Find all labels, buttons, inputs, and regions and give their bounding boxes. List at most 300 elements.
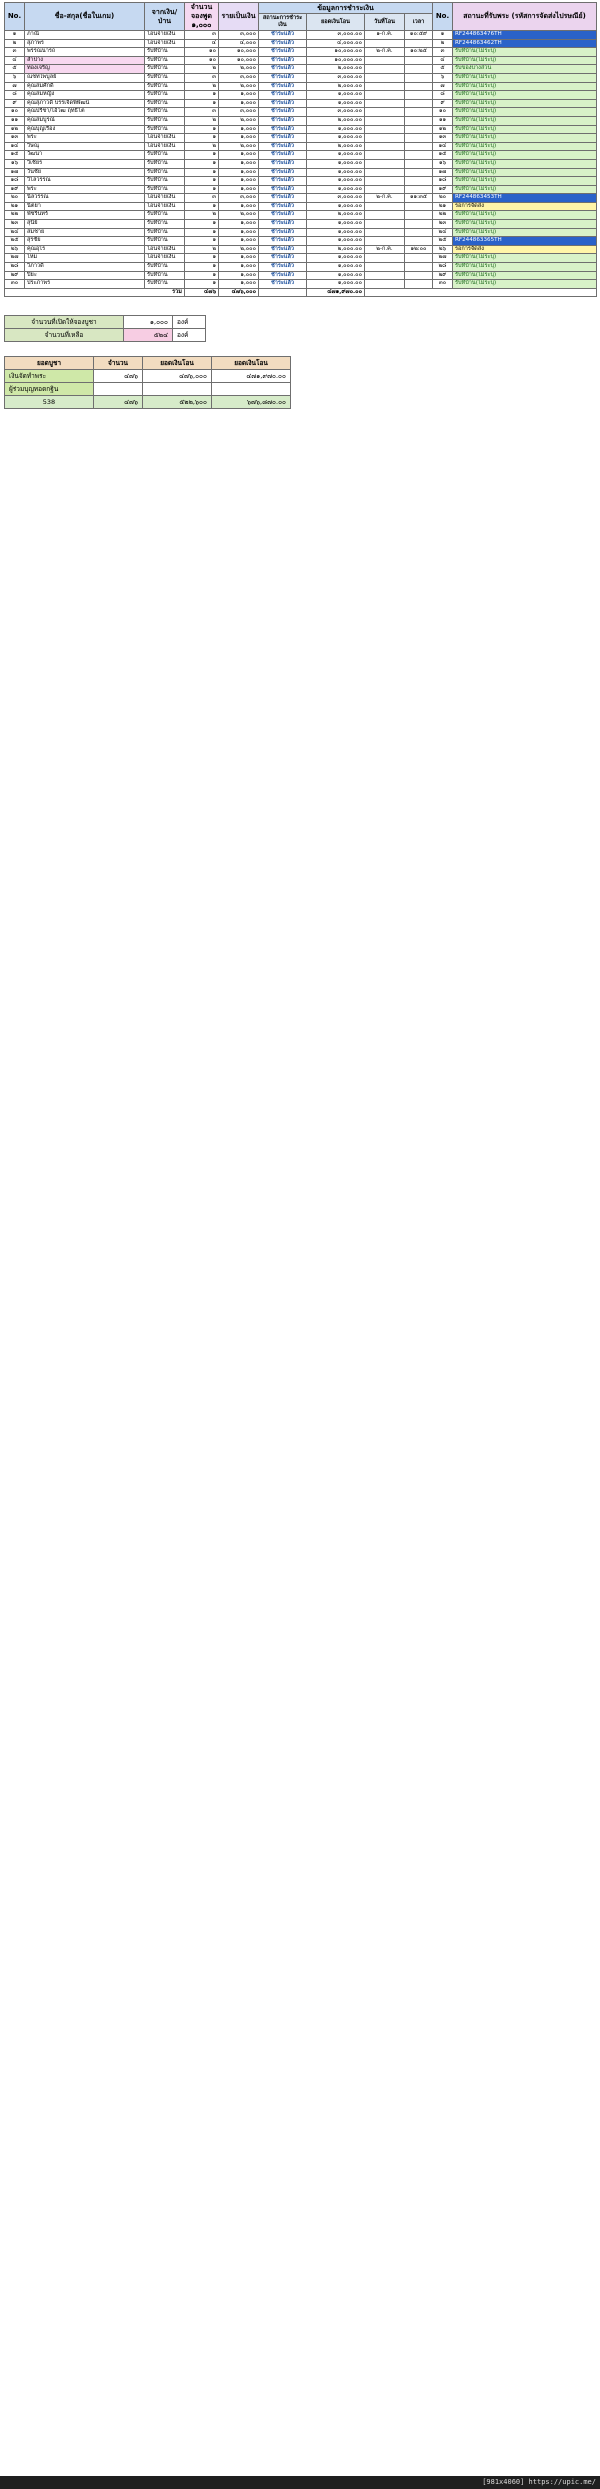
row-no: ๒ (5, 39, 25, 48)
row-status: ชำระแล้ว (259, 108, 307, 117)
row-tribe: รับที่บ้าน (145, 185, 185, 194)
row-delivery: รับที่บ้าน(ไม่ระบุ) (453, 263, 597, 272)
row-name: สุรชัย (25, 237, 145, 246)
row-no: ๑๓ (5, 134, 25, 143)
table-row (5, 177, 597, 186)
table-row (5, 228, 597, 237)
row-tribe: รับที่บ้าน (145, 116, 185, 125)
row-date (365, 271, 405, 280)
row-time (405, 82, 433, 91)
row-date (365, 82, 405, 91)
table-row (5, 99, 597, 108)
summary-cell (143, 383, 212, 396)
row-name: คุณอุไร (25, 245, 145, 254)
row-qty: ๑ (185, 99, 219, 108)
row-delivery: รับที่บ้าน(ไม่ระบุ) (453, 108, 597, 117)
row-tribe: โอนจ่ายเงิน (145, 245, 185, 254)
row-no-right: ๗ (433, 82, 453, 91)
row-tribe: รับที่บ้าน (145, 263, 185, 272)
summary-col-0: ยอดบูชา (5, 357, 94, 370)
row-date (365, 220, 405, 229)
row-tribe: รับที่บ้าน (145, 177, 185, 186)
col-amount: ยอดเงินโอน (307, 14, 365, 31)
row-amount: ๑๐,๐๐๐.๐๐ (307, 56, 365, 65)
row-time (405, 168, 433, 177)
row-status: ชำระแล้ว (259, 280, 307, 289)
row-tribe: รับที่บ้าน (145, 151, 185, 160)
row-money: ๑๐,๐๐๐ (219, 48, 259, 57)
row-delivery: รอการจัดส่ง (453, 245, 597, 254)
row-date (365, 65, 405, 74)
row-money: ๒,๐๐๐ (219, 65, 259, 74)
row-status: ชำระแล้ว (259, 39, 307, 48)
row-time (405, 39, 433, 48)
row-time (405, 134, 433, 143)
row-delivery: RF244863453TH (453, 194, 597, 203)
row-name: วิษณุ (25, 142, 145, 151)
table-row (5, 65, 597, 74)
row-delivery: รับที่บ้าน(ไม่ระบุ) (453, 91, 597, 100)
row-time: ๑๒:๐๐ (405, 245, 433, 254)
row-status: ชำระแล้ว (259, 220, 307, 229)
row-qty: ๓ (185, 31, 219, 40)
row-no: ๒๘ (5, 263, 25, 272)
summary-cell: ๔๗๖,๐๐๐ (143, 370, 212, 383)
summary-cell: ๖๗๖,๘๗๐.๐๐ (212, 396, 291, 409)
row-no-right: ๑๐ (433, 108, 453, 117)
table-row (5, 202, 597, 211)
row-date (365, 125, 405, 134)
row-date: ๑-ก.ค. (365, 31, 405, 40)
booking-sheet (4, 2, 596, 409)
row-status: ชำระแล้ว (259, 263, 307, 272)
row-amount: ๑,๐๐๐.๐๐ (307, 280, 365, 289)
row-qty: ๑ (185, 159, 219, 168)
row-money: ๑,๐๐๐ (219, 263, 259, 272)
row-name: ไหม (25, 254, 145, 263)
row-name: ประภาพร (25, 280, 145, 289)
row-date (365, 108, 405, 117)
row-name: วิไลวรรณ (25, 177, 145, 186)
row-delivery: รับที่บ้าน(ไม่ระบุ) (453, 99, 597, 108)
row-qty: ๑ (185, 280, 219, 289)
row-delivery: รับของบางส่วน (453, 65, 597, 74)
row-no-right: ๒๕ (433, 237, 453, 246)
row-tribe: โอนจ่ายเงิน (145, 254, 185, 263)
row-money: ๔,๐๐๐ (219, 39, 259, 48)
row-delivery: RF244863476TH (453, 31, 597, 40)
table-row (5, 108, 597, 117)
row-amount: ๑,๐๐๐.๐๐ (307, 271, 365, 280)
row-money: ๓,๐๐๐ (219, 108, 259, 117)
row-no: ๔ (5, 56, 25, 65)
row-amount: ๑,๐๐๐.๐๐ (307, 237, 365, 246)
row-money: ๑,๐๐๐ (219, 271, 259, 280)
row-time (405, 271, 433, 280)
table-row (5, 91, 597, 100)
row-money: ๑,๐๐๐ (219, 185, 259, 194)
row-date (365, 91, 405, 100)
row-qty: ๑๐ (185, 48, 219, 57)
row-delivery: รับที่บ้าน(ไม่ระบุ) (453, 125, 597, 134)
row-status: ชำระแล้ว (259, 48, 307, 57)
row-money: ๑,๐๐๐ (219, 91, 259, 100)
table-row (5, 237, 597, 246)
row-time (405, 254, 433, 263)
row-date (365, 185, 405, 194)
row-status: ชำระแล้ว (259, 116, 307, 125)
total-row (5, 288, 597, 297)
row-no: ๒๓ (5, 220, 25, 229)
row-qty: ๑ (185, 220, 219, 229)
summary-col-2: ยอดเงินโอน (143, 357, 212, 370)
row-qty: ๔ (185, 39, 219, 48)
reserve-table (4, 315, 206, 342)
col-name: ชื่อ-สกุล(ชื่อในเกม) (25, 3, 145, 31)
row-time (405, 237, 433, 246)
row-no-right: ๑๔ (433, 142, 453, 151)
row-name: ลำปาง (25, 56, 145, 65)
table-row (5, 211, 597, 220)
row-no: ๑๘ (5, 177, 25, 186)
row-no-right: ๒๗ (433, 254, 453, 263)
summary-cell: ๔๗๖ (94, 396, 143, 409)
row-qty: ๒ (185, 65, 219, 74)
row-no-right: ๔ (433, 56, 453, 65)
row-status: ชำระแล้ว (259, 91, 307, 100)
row-time (405, 220, 433, 229)
table-row (5, 159, 597, 168)
row-qty: ๑ (185, 134, 219, 143)
row-qty: ๒ (185, 116, 219, 125)
row-time: ๑๐:๒๕ (405, 48, 433, 57)
row-name: คุณปรีชา/ไอ้วฒ ฤทธิ์โต (25, 108, 145, 117)
row-delivery: รับที่บ้าน(ไม่ระบุ) (453, 159, 597, 168)
row-money: ๑,๐๐๐ (219, 254, 259, 263)
table-row (5, 220, 597, 229)
row-no: ๑๖ (5, 159, 25, 168)
summary-cell: ๔๗๖ (94, 370, 143, 383)
row-qty: ๓ (185, 108, 219, 117)
row-delivery: รับที่บ้าน(ไม่ระบุ) (453, 280, 597, 289)
watermark: [981x4060] https://upic.me/ (0, 2476, 600, 2489)
row-qty: ๑ (185, 185, 219, 194)
row-no-right: ๓ (433, 48, 453, 57)
row-money: ๑,๐๐๐ (219, 280, 259, 289)
row-time (405, 202, 433, 211)
row-name: วิภาวดี (25, 263, 145, 272)
row-status: ชำระแล้ว (259, 194, 307, 203)
row-no: ๒๒ (5, 211, 25, 220)
row-tribe: โอนจ่ายเงิน (145, 194, 185, 203)
row-money: ๑,๐๐๐ (219, 202, 259, 211)
row-time: ๑๐:๕๙ (405, 31, 433, 40)
row-tribe: รับที่บ้าน (145, 271, 185, 280)
row-time (405, 99, 433, 108)
table-row (5, 116, 597, 125)
row-tribe: รับที่บ้าน (145, 91, 185, 100)
row-amount: ๑,๐๐๐.๐๐ (307, 202, 365, 211)
row-time (405, 228, 433, 237)
total-money: ๔๗๖,๐๐๐ (219, 288, 259, 297)
row-delivery: รับที่บ้าน(ไม่ระบุ) (453, 134, 597, 143)
row-name: ปิยะ (25, 271, 145, 280)
row-time (405, 142, 433, 151)
row-date (365, 73, 405, 82)
row-date (365, 134, 405, 143)
remain-label: จำนวนที่เหลือ (5, 329, 124, 342)
table-row (5, 245, 597, 254)
row-date (365, 151, 405, 160)
row-tribe: รับที่บ้าน (145, 56, 185, 65)
row-tribe: รับที่บ้าน (145, 228, 185, 237)
row-no: ๓ (5, 48, 25, 57)
row-no: ๙ (5, 99, 25, 108)
row-no: ๒๕ (5, 237, 25, 246)
row-tribe: รับที่บ้าน (145, 125, 185, 134)
row-qty: ๑ (185, 254, 219, 263)
row-status: ชำระแล้ว (259, 151, 307, 160)
row-qty: ๓ (185, 73, 219, 82)
row-date (365, 211, 405, 220)
row-date: ๒-ก.ค. (365, 194, 405, 203)
table-row (5, 185, 597, 194)
row-delivery: รับที่บ้าน(ไม่ระบุ) (453, 185, 597, 194)
row-no-right: ๘ (433, 91, 453, 100)
row-amount: ๒,๐๐๐.๐๐ (307, 245, 365, 254)
table-row (5, 271, 597, 280)
row-no-right: ๑๕ (433, 151, 453, 160)
row-delivery: รับที่บ้าน(ไม่ระบุ) (453, 142, 597, 151)
row-status: ชำระแล้ว (259, 56, 307, 65)
row-amount: ๒,๐๐๐.๐๐ (307, 116, 365, 125)
row-no-right: ๒๒ (433, 211, 453, 220)
row-time (405, 263, 433, 272)
row-money: ๑,๐๐๐ (219, 228, 259, 237)
row-amount: ๒,๐๐๐.๐๐ (307, 82, 365, 91)
row-delivery: รับที่บ้าน(ไม่ระบุ) (453, 82, 597, 91)
row-delivery: รับที่บ้าน(ไม่ระบุ) (453, 168, 597, 177)
row-status: ชำระแล้ว (259, 177, 307, 186)
row-qty: ๑ (185, 125, 219, 134)
row-status: ชำระแล้ว (259, 99, 307, 108)
col-delivery: สถานะที่รับพระ (รหัสการจัดส่งไปรษณีย์) (453, 3, 597, 31)
row-delivery: รับที่บ้าน(ไม่ระบุ) (453, 177, 597, 186)
row-status: ชำระแล้ว (259, 271, 307, 280)
table-row (5, 73, 597, 82)
row-status: ชำระแล้ว (259, 168, 307, 177)
row-status: ชำระแล้ว (259, 237, 307, 246)
row-name: นิตยา (25, 202, 145, 211)
row-no-right: ๑๘ (433, 177, 453, 186)
row-money: ๒,๐๐๐ (219, 245, 259, 254)
row-time (405, 73, 433, 82)
row-time (405, 125, 433, 134)
col-tribe: จากเงิน/ ป่าน (145, 3, 185, 31)
row-qty: ๒ (185, 142, 219, 151)
table-row (5, 168, 597, 177)
row-time (405, 177, 433, 186)
summary-row-label: 538 (5, 396, 94, 409)
row-money: ๓,๐๐๐ (219, 73, 259, 82)
row-qty: ๒ (185, 82, 219, 91)
table-row (5, 254, 597, 263)
row-no-right: ๓๐ (433, 280, 453, 289)
row-no-right: ๖ (433, 73, 453, 82)
row-delivery: รับที่บ้าน(ไม่ระบุ) (453, 254, 597, 263)
row-no-right: ๑๒ (433, 125, 453, 134)
row-no-right: ๒๐ (433, 194, 453, 203)
row-tribe: รับที่บ้าน (145, 99, 185, 108)
row-no: ๗ (5, 82, 25, 91)
row-no-right: ๒๔ (433, 228, 453, 237)
row-status: ชำระแล้ว (259, 159, 307, 168)
summary-cell (94, 383, 143, 396)
row-money: ๑,๐๐๐ (219, 177, 259, 186)
row-no: ๑๑ (5, 116, 25, 125)
summary-col-1: จำนวน (94, 357, 143, 370)
row-time (405, 159, 433, 168)
row-money: ๑,๐๐๐ (219, 125, 259, 134)
row-status: ชำระแล้ว (259, 228, 307, 237)
row-qty: ๑ (185, 168, 219, 177)
row-amount: ๓,๐๐๐.๐๐ (307, 108, 365, 117)
row-delivery: รับที่บ้าน(ไม่ระบุ) (453, 228, 597, 237)
row-tribe: รับที่บ้าน (145, 65, 185, 74)
row-tribe: รับที่บ้าน (145, 168, 185, 177)
row-no: ๑๔ (5, 142, 25, 151)
row-name: สุภาพร (25, 39, 145, 48)
summary-section (4, 315, 596, 409)
row-tribe: รับที่บ้าน (145, 82, 185, 91)
row-date (365, 99, 405, 108)
row-no: ๕ (5, 65, 25, 74)
row-amount: ๑๐,๐๐๐.๐๐ (307, 48, 365, 57)
row-no-right: ๒๘ (433, 263, 453, 272)
row-tribe: รับที่บ้าน (145, 48, 185, 57)
row-no: ๒๐ (5, 194, 25, 203)
row-status: ชำระแล้ว (259, 73, 307, 82)
row-name: คุณสมศักดิ์ (25, 82, 145, 91)
row-money: ๒,๐๐๐ (219, 82, 259, 91)
row-no: ๒๖ (5, 245, 25, 254)
row-name: ทองเจริญ (25, 65, 145, 74)
remain-value: ๕๒๔ (124, 329, 173, 342)
row-status: ชำระแล้ว (259, 65, 307, 74)
row-delivery: รับที่บ้าน(ไม่ระบุ) (453, 220, 597, 229)
col-time: เวลา (405, 14, 433, 31)
col-payment-group: ข้อมูลการชำระเงิน (259, 3, 433, 14)
row-qty: ๑ (185, 271, 219, 280)
col-status: สถานะการชำระเงิน (259, 14, 307, 31)
row-date (365, 263, 405, 272)
row-amount: ๑,๐๐๐.๐๐ (307, 185, 365, 194)
row-money: ๓,๐๐๐ (219, 194, 259, 203)
row-name: ภาณี (25, 31, 145, 40)
row-name: วัฒนา (25, 151, 145, 160)
row-amount: ๑,๐๐๐.๐๐ (307, 99, 365, 108)
table-body (5, 31, 597, 289)
row-status: ชำระแล้ว (259, 211, 307, 220)
row-money: ๑๐,๐๐๐ (219, 56, 259, 65)
row-status: ชำระแล้ว (259, 31, 307, 40)
row-qty: ๑ (185, 202, 219, 211)
row-status: ชำระแล้ว (259, 134, 307, 143)
row-amount: ๑,๐๐๐.๐๐ (307, 91, 365, 100)
row-date (365, 237, 405, 246)
row-no: ๓๐ (5, 280, 25, 289)
row-date (365, 142, 405, 151)
row-delivery: RF244863462TH (453, 39, 597, 48)
row-amount: ๑,๐๐๐.๐๐ (307, 263, 365, 272)
row-date (365, 159, 405, 168)
row-time (405, 108, 433, 117)
row-name: ณชทไพบูลย์ (25, 73, 145, 82)
row-date (365, 168, 405, 177)
row-name: วันชัย (25, 168, 145, 177)
row-date (365, 177, 405, 186)
row-tribe: รับที่บ้าน (145, 159, 185, 168)
summary-cell (212, 383, 291, 396)
col-no-right: No. (433, 3, 453, 31)
table-row (5, 125, 597, 134)
row-tribe: รับที่บ้าน (145, 220, 185, 229)
total-qty: ๔๗๖ (185, 288, 219, 297)
row-status: ชำระแล้ว (259, 202, 307, 211)
row-date: ๒-ก.ค. (365, 48, 405, 57)
row-delivery: รับที่บ้าน(ไม่ระบุ) (453, 73, 597, 82)
row-amount: ๑,๐๐๐.๐๐ (307, 168, 365, 177)
summary-table (4, 356, 291, 409)
table-row (5, 194, 597, 203)
row-amount: ๑,๐๐๐.๐๐ (307, 177, 365, 186)
row-status: ชำระแล้ว (259, 245, 307, 254)
row-tribe: โอนจ่ายเงิน (145, 202, 185, 211)
row-name: คุณบุญเรือง (25, 125, 145, 134)
row-time (405, 280, 433, 289)
row-name: สมชาย (25, 228, 145, 237)
row-no-right: ๒๙ (433, 271, 453, 280)
row-amount: ๑,๐๐๐.๐๐ (307, 254, 365, 263)
row-no-right: ๑๖ (433, 159, 453, 168)
row-delivery: รับที่บ้าน(ไม่ระบุ) (453, 116, 597, 125)
row-no-right: ๒๓ (433, 220, 453, 229)
row-name: คุณสุภาวดี บรรเจิดพิพัฒน์ (25, 99, 145, 108)
col-pay-method: รายเป็นเงิน (219, 3, 259, 31)
row-date (365, 202, 405, 211)
row-date (365, 254, 405, 263)
row-money: ๑,๐๐๐ (219, 168, 259, 177)
row-amount: ๑,๐๐๐.๐๐ (307, 151, 365, 160)
row-date (365, 116, 405, 125)
row-time (405, 116, 433, 125)
row-delivery: รับที่บ้าน(ไม่ระบุ) (453, 56, 597, 65)
row-tribe: โอนจ่ายเงิน (145, 134, 185, 143)
row-name: คุณสมบูรณ์ (25, 116, 145, 125)
row-money: ๒,๐๐๐ (219, 142, 259, 151)
table-row (5, 56, 597, 65)
row-time (405, 56, 433, 65)
row-money: ๑,๐๐๐ (219, 220, 259, 229)
row-no-right: ๒๑ (433, 202, 453, 211)
row-money: ๒,๐๐๐ (219, 116, 259, 125)
row-qty: ๑๐ (185, 56, 219, 65)
row-amount: ๑,๐๐๐.๐๐ (307, 159, 365, 168)
row-amount: ๒,๐๐๐.๐๐ (307, 65, 365, 74)
row-tribe: โอนจ่ายเงิน (145, 142, 185, 151)
total-label: รวม (5, 288, 185, 297)
row-name: สุนีย์ (25, 220, 145, 229)
